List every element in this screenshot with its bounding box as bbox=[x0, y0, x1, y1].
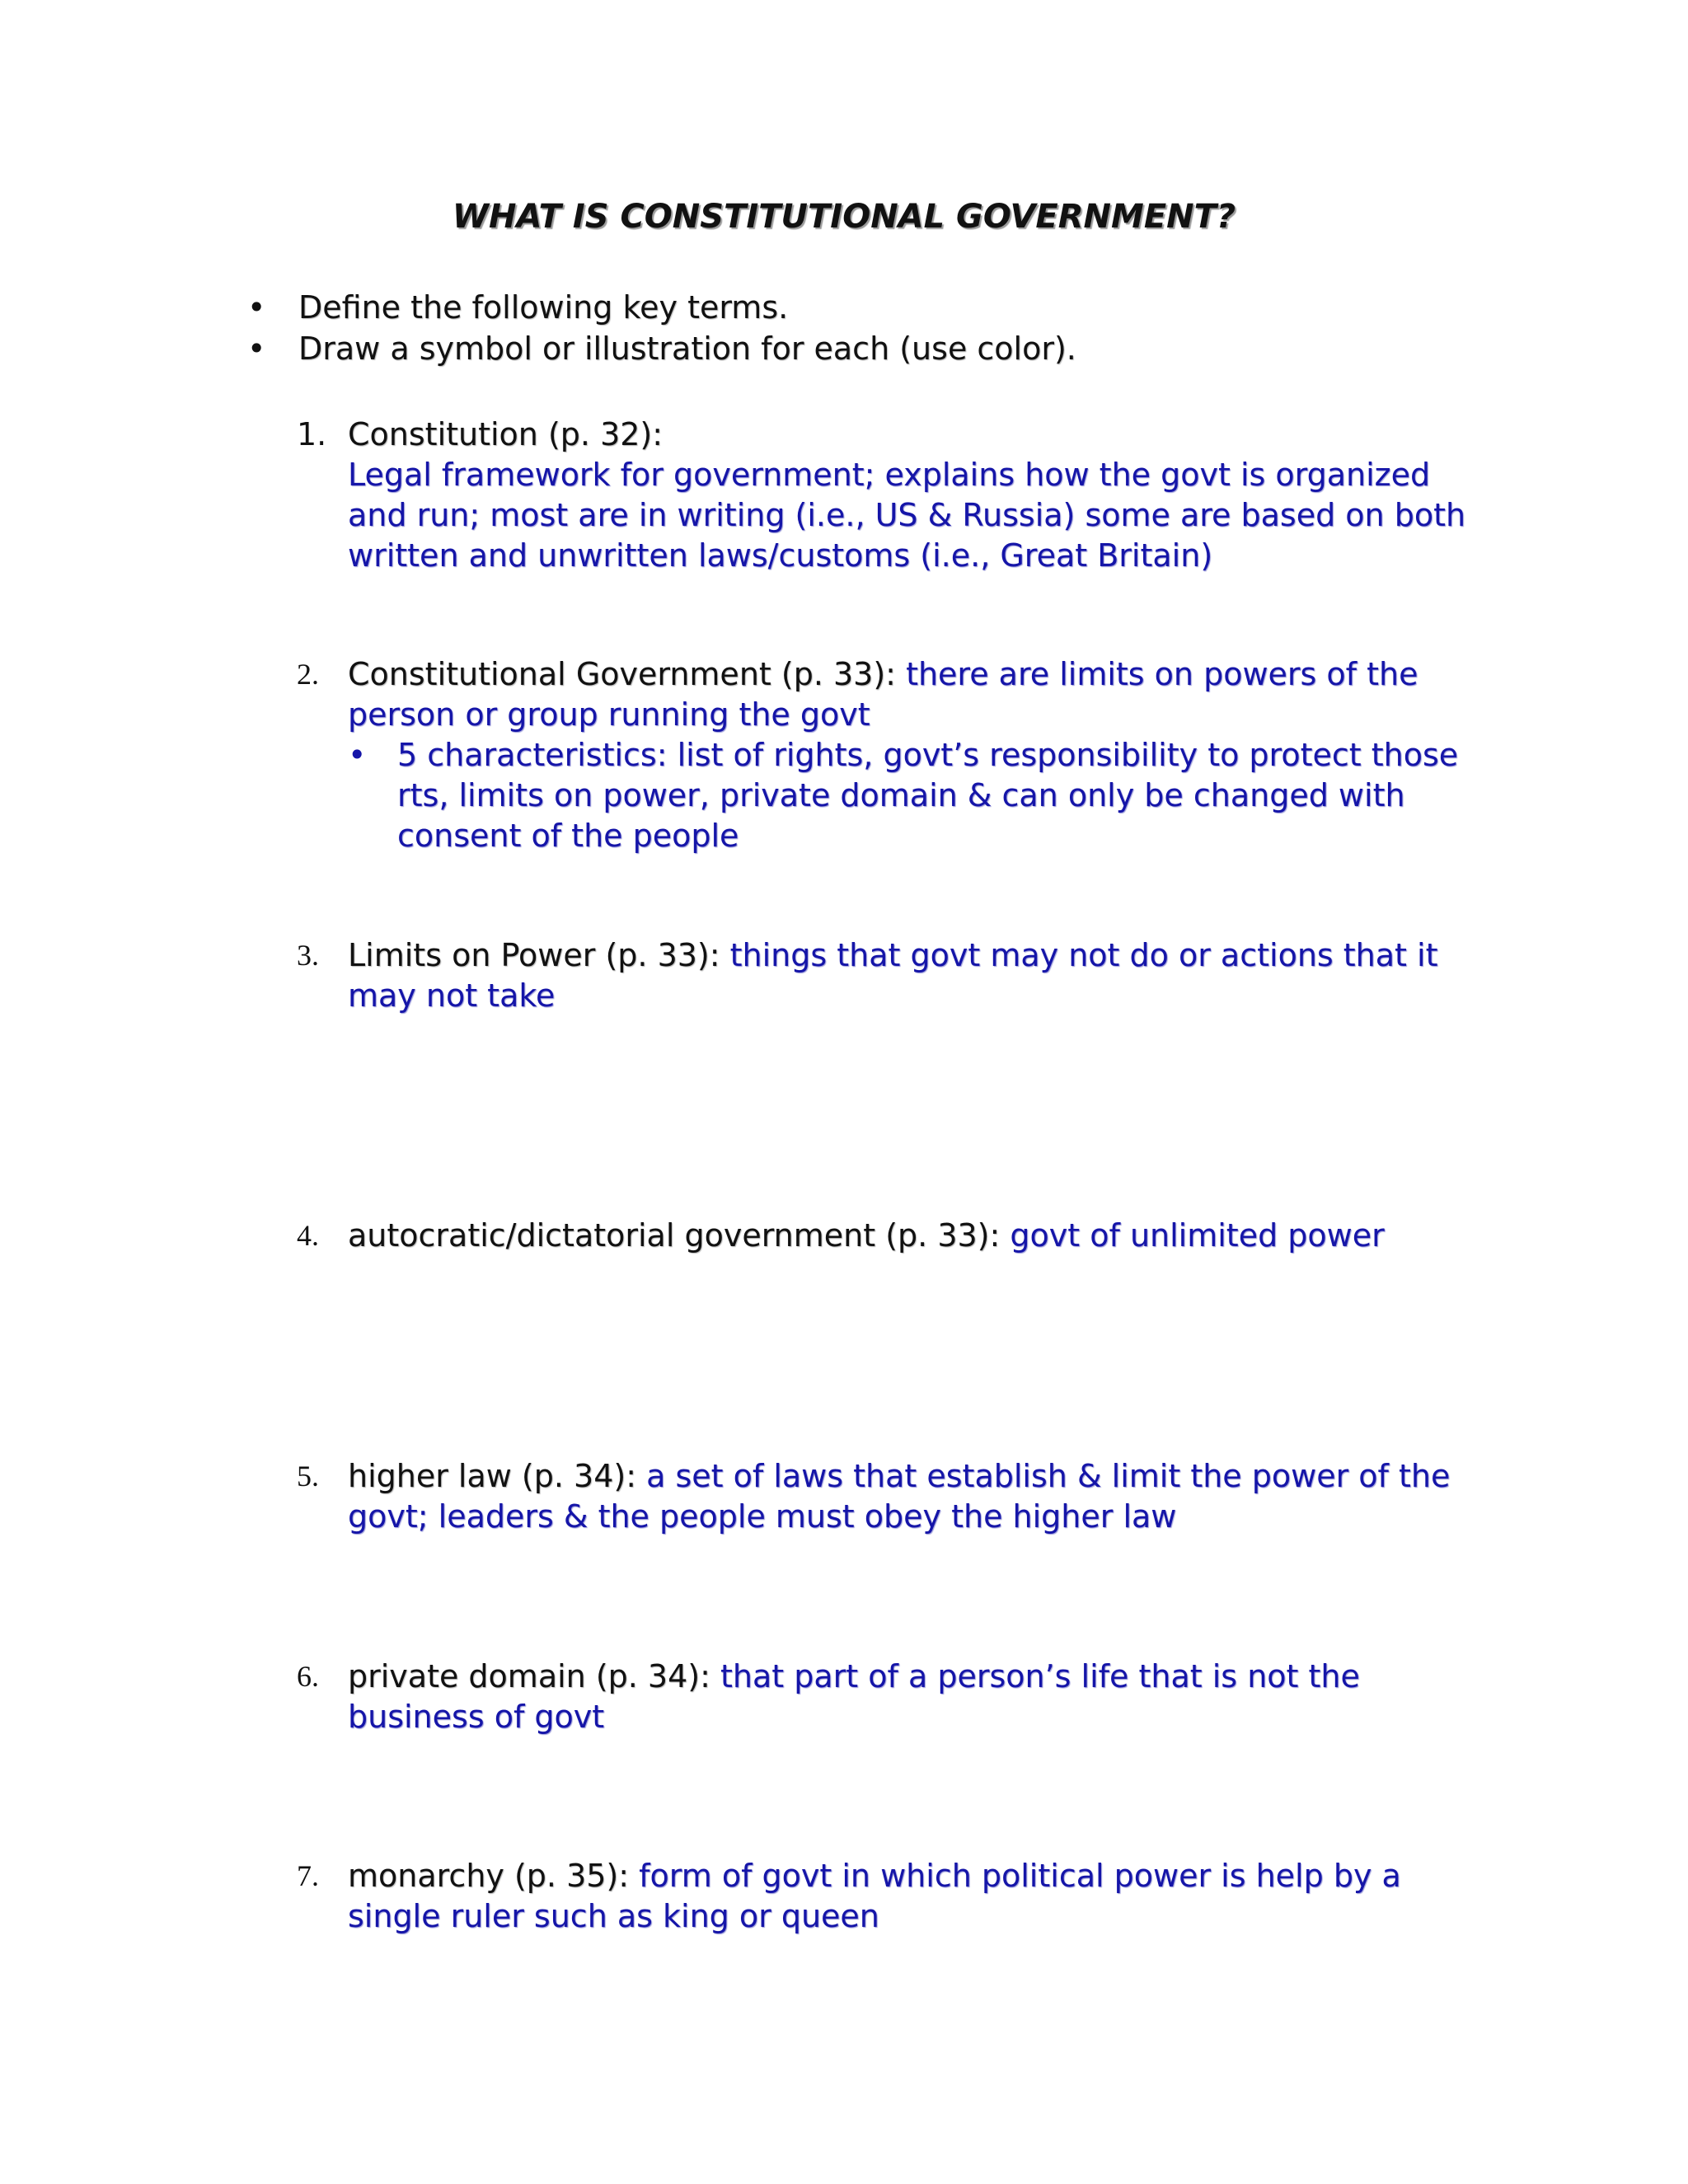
term-label: Limits on Power (p. 33): bbox=[348, 937, 720, 973]
term-line bbox=[348, 654, 1469, 735]
term-number: 6. bbox=[297, 1660, 319, 1693]
term-definition: there are limits on powers of the person or group running the govt bbox=[348, 656, 1418, 733]
term-body bbox=[348, 1216, 1469, 1256]
term-definition: a set of laws that establish & limit the power of the govt; leaders & the people must obey the higher law bbox=[348, 1458, 1451, 1535]
term-definition: form of govt in which political power is help by a single ruler such as king or queen bbox=[348, 1858, 1401, 1934]
term-number: 1. bbox=[297, 416, 327, 452]
term-body bbox=[348, 1657, 1469, 1737]
term-body bbox=[348, 935, 1469, 1016]
term-number: 2. bbox=[297, 658, 319, 691]
bullet-icon: • bbox=[247, 330, 266, 367]
term-label: Constitutional Government (p. 33): bbox=[348, 656, 896, 692]
term-body bbox=[348, 1856, 1469, 1937]
term-body bbox=[348, 415, 1469, 576]
term-number: 5. bbox=[297, 1460, 319, 1493]
term-number: 3. bbox=[297, 939, 319, 972]
term-sub-text: 5 characteristics: list of rights, govt’s responsibility to protect those rts, limits on power, private domain & can only be changed with consent of the people bbox=[397, 737, 1459, 854]
instruction-text: Define the following key terms. bbox=[298, 289, 789, 326]
term-label: higher law (p. 34): bbox=[348, 1458, 637, 1494]
instruction-text: Draw a symbol or illustration for each (use color). bbox=[298, 330, 1076, 367]
term-label: monarchy (p. 35): bbox=[348, 1858, 630, 1894]
term-body bbox=[348, 654, 1469, 856]
term-number: 7. bbox=[297, 1859, 319, 1892]
bullet-icon: • bbox=[247, 289, 266, 326]
term-definition: that part of a person’s life that is not the business of govt bbox=[348, 1658, 1360, 1735]
term-label: autocratic/dictatorial government (p. 33): bbox=[348, 1217, 1001, 1254]
page-title: WHAT IS CONSTITUTIONAL GOVERNMENT? bbox=[452, 198, 1236, 236]
term-number: 4. bbox=[297, 1219, 319, 1252]
term-label: private domain (p. 34): bbox=[348, 1658, 710, 1694]
term-definition: things that govt may not do or actions that it may not take bbox=[348, 937, 1438, 1014]
term-body bbox=[348, 1456, 1469, 1537]
term-definition: Legal framework for government; explains how the govt is organized and run; most are in writing (i.e., US & Russia) some are based on both written and unwritten laws/customs (i.e., Great Britain) bbox=[348, 457, 1466, 574]
bullet-icon: • bbox=[348, 737, 367, 773]
term-label: Constitution (p. 32): bbox=[348, 416, 663, 452]
term-definition: govt of unlimited power bbox=[1010, 1217, 1385, 1254]
term-sub-bullet bbox=[348, 735, 1469, 856]
